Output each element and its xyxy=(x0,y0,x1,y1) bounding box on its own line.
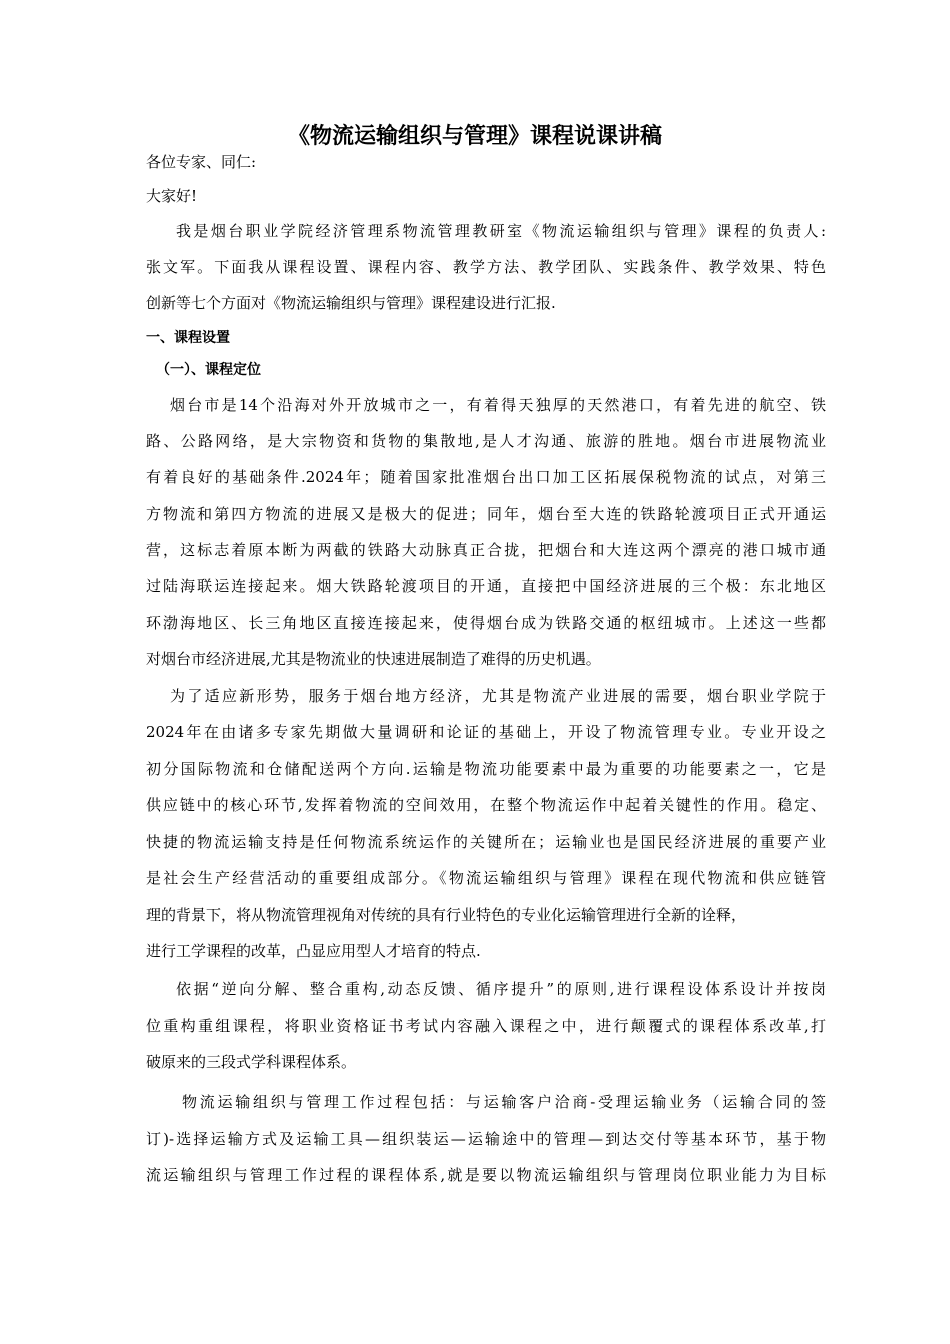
paragraph-line: 营，这标志着原本断为两截的铁路大动脉真正合拢，把烟台和大连这两个漂亮的港口城市通 xyxy=(146,541,826,559)
paragraph-line: 为了适应新形势，服务于烟台地方经济，尤其是物流产业进展的需要，烟台职业学院于 xyxy=(170,687,826,705)
paragraph-line: 有着良好的基础条件.2024年；随着国家批准烟台出口加工区拓展保税物流的试点，对第三 xyxy=(146,468,826,486)
paragraph-line: 快捷的物流运输支持是任何物流系统运作的关键所在；运输业也是国民经济进展的重要产业 xyxy=(146,833,826,851)
paragraph-line: 对烟台市经济进展,尤其是物流业的快速进展制造了难得的历史机遇。 xyxy=(146,650,601,668)
paragraph-line: 烟台市是14个沿海对外开放城市之一，有着得天独厚的天然港口，有着先进的航空、铁 xyxy=(170,396,826,414)
paragraph-line: 进行工学课程的改革，凸显应用型人才培育的特点. xyxy=(146,942,481,960)
paragraph-line: 位重构重组课程，将职业资格证书考试内容融入课程之中，进行颠覆式的课程体系改革,打 xyxy=(146,1017,826,1035)
paragraph-line: 订)-选择运输方式及运输工具—组织装运—运输途中的管理—到达交付等基本环节，基于物 xyxy=(146,1130,826,1148)
paragraph-line: 初分国际物流和仓储配送两个方向.运输是物流功能要素中最为重要的功能要素之一，它是 xyxy=(146,760,826,778)
paragraph-line: 物流运输组织与管理工作过程包括：与运输客户洽商-受理运输业务（运输合同的签 xyxy=(182,1093,826,1111)
intro-line: 张文军。下面我从课程设置、课程内容、教学方法、教学团队、实践条件、教学效果、特色 xyxy=(146,258,826,276)
paragraph-line: 流运输组织与管理工作过程的课程体系,就是要以物流运输组织与管理岗位职业能力为目标 xyxy=(146,1166,826,1184)
intro-line: 我是烟台职业学院经济管理系物流管理教研室《物流运输组织与管理》课程的负责人: xyxy=(176,222,826,240)
paragraph-line: 理的背景下，将从物流管理视角对传统的具有行业特色的专业化运输管理进行全新的诠释， xyxy=(146,906,747,924)
paragraph-line: 过陆海联运连接起来。烟大铁路轮渡项目的开通，直接把中国经济进展的三个极：东北地区 xyxy=(146,577,826,595)
paragraph-line: 破原来的三段式学科课程体系。 xyxy=(146,1053,357,1071)
paragraph-line: 2024年在由诸多专家先期做大量调研和论证的基础上，开设了物流管理专业。专业开设之 xyxy=(146,723,826,741)
document-title: 《物流运输组织与管理》课程说课讲稿 xyxy=(287,124,662,149)
greeting-line: 各位专家、同仁: xyxy=(146,153,257,171)
paragraph-line: 路、公路网络，是大宗物资和货物的集散地,是人才沟通、旅游的胜地。烟台市进展物流业 xyxy=(146,432,826,450)
paragraph-line: 供应链中的核心环节,发挥着物流的空间效用，在整个物流运作中起着关键性的作用。稳定、 xyxy=(146,796,826,814)
paragraph-line: 是社会生产经营活动的重要组成部分。《物流运输组织与管理》课程在现代物流和供应链管 xyxy=(146,869,826,887)
intro-line: 创新等七个方面对《物流运输组织与管理》课程建设进行汇报. xyxy=(146,294,556,312)
subsection-heading: （一）、课程定位 xyxy=(156,362,261,378)
paragraph-line: 环渤海地区、长三角地区直接连接起来，使得烟台成为铁路交通的枢纽城市。上述这一些都 xyxy=(146,614,826,632)
section-heading: 一、课程设置 xyxy=(146,330,230,346)
paragraph-line: 方物流和第四方物流的进展又是极大的促进；同年，烟台至大连的铁路轮渡项目正式开通运 xyxy=(146,505,826,523)
paragraph-line: 依据“逆向分解、整合重构,动态反馈、循序提升”的原则,进行课程设体系设计并按岗 xyxy=(176,980,826,998)
hello-line: 大家好! xyxy=(146,187,198,205)
